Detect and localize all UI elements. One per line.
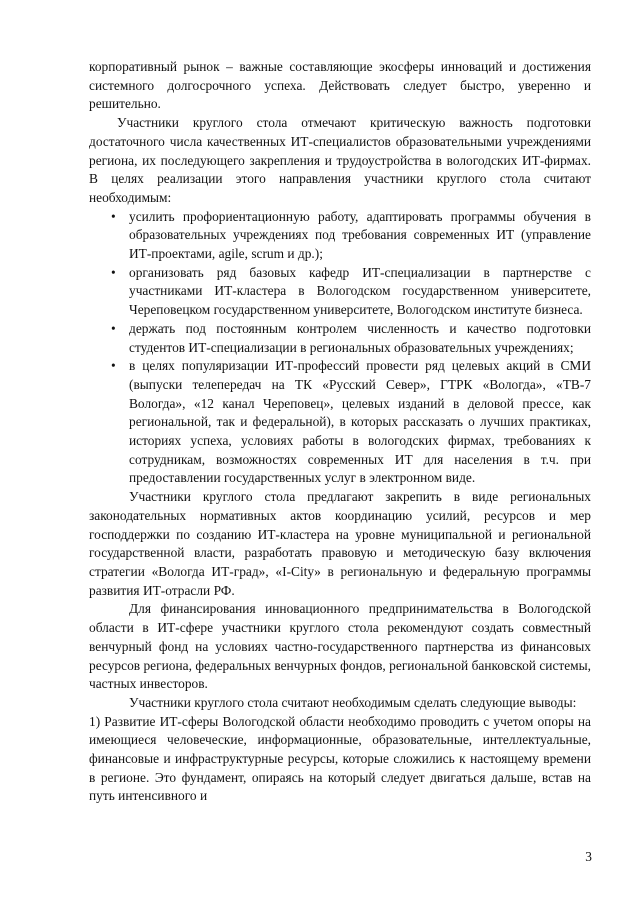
- list-item-text: усилить профориентационную работу, адаптировать программы обучения в образовательных учреждениях под требования современных ИТ (управление ИТ-проектами, agile, scrum и др.);: [129, 208, 591, 262]
- list-item-text: организовать ряд базовых кафедр ИТ-специализации в партнерстве с участниками ИТ-кластера в Вологодском государственном университете, Череповецком государственном университете, Вологодском институте бизнеса.: [129, 264, 591, 318]
- list-item-text: держать под постоянным контролем численность и качество подготовки студентов ИТ-специализации в региональных образовательных учреждениях;: [129, 320, 591, 355]
- paragraph-legislation: Участники круглого стола предлагают закрепить в виде региональных законодательных нормативных актов координацию усилий, ресурсов и мер господдержки по созданию ИТ-кластера на уровне муниципальной и региональной государственной власти, разработать правовую и методическую базу включения стратегии «Вологда ИТ-град», «I-City» в региональную и федеральную программы развития ИТ-отрасли РФ.: [89, 489, 591, 598]
- bullet-icon: •: [111, 320, 116, 336]
- page-number: 3: [585, 849, 592, 864]
- document-page: [89, 58, 591, 806]
- list-item: [89, 320, 591, 357]
- list-item-text: в целях популяризации ИТ-профессий провести ряд целевых акций в СМИ (выпуски телепередач на ТК «Русский Север», ГТРК «Вологда», «ТВ-7 Вологда», «12 канал Череповец», целевых изданий в деловой прессе, как региональной, так и федеральной), в которых рассказать о лучших практиках, историях успеха, условиях работы в вологодских фирмах, требованиях к сотрудникам, возможностях современных ИТ для населения в т.ч. при предоставлении государственных услуг в электронном виде.: [129, 358, 591, 486]
- bullet-icon: •: [111, 358, 116, 374]
- recommendations-list: [89, 208, 591, 489]
- paragraph-intro: корпоративный рынок – важные составляющие экосферы инноваций и достижения системного долгосрочного успеха. Действовать следует быстро, уверенно и решительно.: [89, 59, 591, 112]
- bullet-icon: •: [111, 208, 116, 224]
- paragraph-conclusions: Участники круглого стола считают необходимым сделать следующие выводы:: [129, 694, 577, 710]
- list-item: [89, 357, 591, 488]
- bullet-icon: •: [111, 264, 116, 280]
- list-item: [89, 208, 591, 264]
- paragraph-financing: Для финансирования инновационного предпринимательства в Вологодской области в ИТ-сфере участники круглого стола рекомендуют создать совместный венчурный фонд на условиях частно-государственного партнерства из финансовых ресурсов региона, федеральных венчурных фондов, региональной банковской системы, частных инвесторов.: [89, 601, 591, 692]
- paragraph-conclusion-point-1: 1) Развитие ИТ-сферы Вологодской области необходимо проводить с учетом опоры на имеющиеся человеческие, информационные, образовательные, интеллектуальные, финансовые и инфраструктурные ресурсы, которые сложились к настоящему времени в регионе. Это фундамент, опираясь на который следует двигаться дальше, встав на путь интенсивного и: [89, 713, 591, 804]
- paragraph-critical-importance: Участники круглого стола отмечают критическую важность подготовки достаточного числа качественных ИТ-специалистов образовательными учреждениями региона, их последующего закрепления и трудоустройства в вологодских ИТ-фирмах. В целях реализации этого направления участники круглого стола считают необходимым:: [89, 115, 591, 205]
- list-item: [89, 264, 591, 320]
